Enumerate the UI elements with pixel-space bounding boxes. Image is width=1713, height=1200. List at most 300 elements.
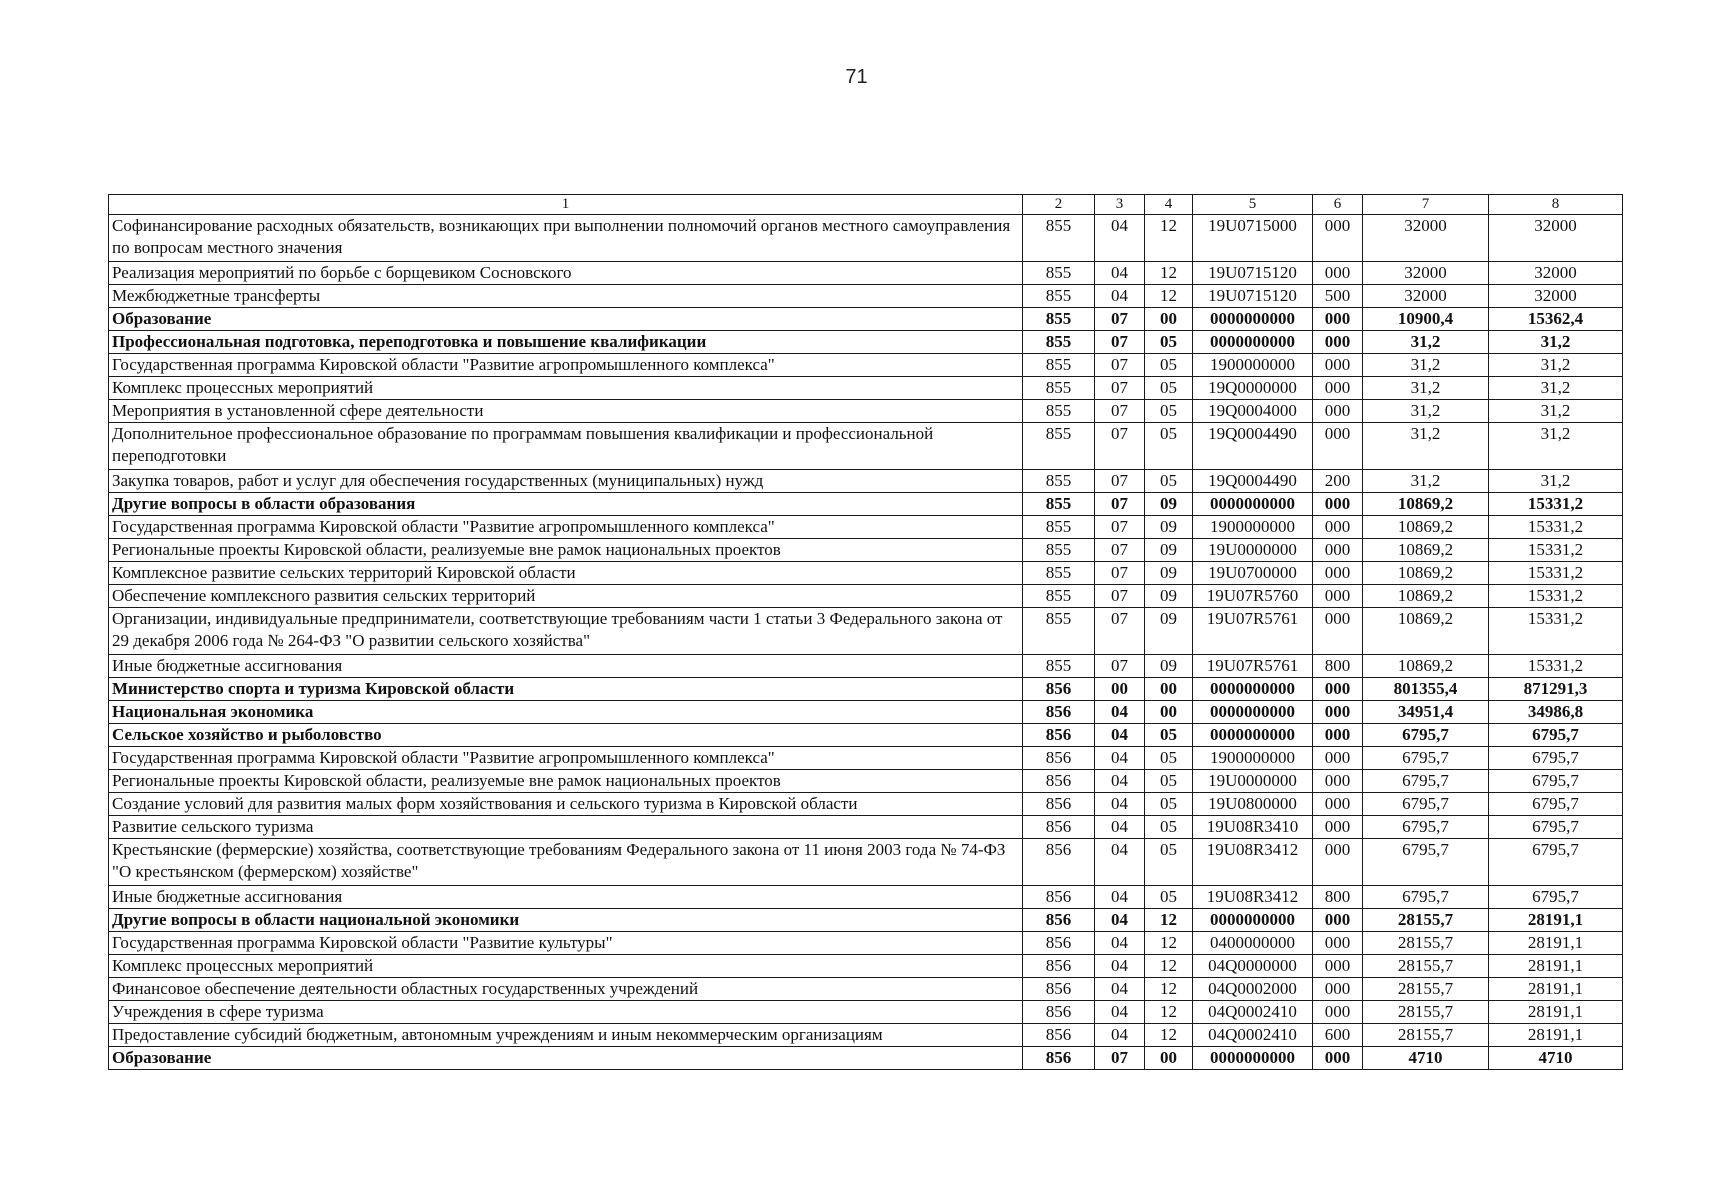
- row-target-article-cell: 19Q0000000: [1193, 377, 1313, 400]
- row-amount-8-cell: 15331,2: [1489, 655, 1623, 678]
- row-target-article-cell: 19U0000000: [1193, 770, 1313, 793]
- row-name-cell: Государственная программа Кировской области "Развитие агропромышленного комплекса": [109, 747, 1023, 770]
- row-name-cell: Образование: [109, 308, 1023, 331]
- table-row: [109, 955, 1623, 978]
- row-subsection-cell: 12: [1145, 1001, 1193, 1024]
- row-section-cell: 07: [1095, 516, 1145, 539]
- row-expense-type-cell: 000: [1313, 1047, 1363, 1070]
- row-target-article-cell: 19U0715000: [1193, 215, 1313, 262]
- row-name-cell: Мероприятия в установленной сфере деятельности: [109, 400, 1023, 423]
- row-amount-8-cell: 15331,2: [1489, 493, 1623, 516]
- row-code-2-cell: 856: [1023, 701, 1095, 724]
- row-amount-8-cell: 28191,1: [1489, 932, 1623, 955]
- row-name-cell: Государственная программа Кировской области "Развитие агропромышленного комплекса": [109, 516, 1023, 539]
- row-target-article-cell: 1900000000: [1193, 354, 1313, 377]
- row-amount-8-cell: 871291,3: [1489, 678, 1623, 701]
- row-section-cell: 04: [1095, 955, 1145, 978]
- row-code-2-cell: 856: [1023, 839, 1095, 886]
- row-subsection-cell: 12: [1145, 285, 1193, 308]
- row-amount-7-cell: 31,2: [1363, 470, 1489, 493]
- row-name-cell: Софинансирование расходных обязательств, возникающих при выполнении полномочий органов местного самоуправления по вопросам местного значения: [109, 215, 1023, 262]
- row-expense-type-cell: 000: [1313, 493, 1363, 516]
- row-name-cell: Дополнительное профессиональное образование по программам повышения квалификации и профессиональной переподготовки: [109, 423, 1023, 470]
- row-section-cell: 07: [1095, 331, 1145, 354]
- row-code-2-cell: 855: [1023, 331, 1095, 354]
- row-section-cell: 04: [1095, 839, 1145, 886]
- page-number: 71: [845, 66, 868, 88]
- row-section-cell: 04: [1095, 816, 1145, 839]
- row-amount-7-cell: 6795,7: [1363, 886, 1489, 909]
- row-expense-type-cell: 000: [1313, 400, 1363, 423]
- row-subsection-cell: 09: [1145, 493, 1193, 516]
- row-name-cell: Закупка товаров, работ и услуг для обеспечения государственных (муниципальных) нужд: [109, 470, 1023, 493]
- table-row: [109, 701, 1623, 724]
- row-target-article-cell: 0000000000: [1193, 724, 1313, 747]
- row-code-2-cell: 855: [1023, 493, 1095, 516]
- table-row: [109, 655, 1623, 678]
- row-amount-7-cell: 10869,2: [1363, 493, 1489, 516]
- row-subsection-cell: 00: [1145, 701, 1193, 724]
- row-section-cell: 04: [1095, 886, 1145, 909]
- row-amount-7-cell: 28155,7: [1363, 932, 1489, 955]
- table-row: [109, 839, 1623, 886]
- row-section-cell: 04: [1095, 215, 1145, 262]
- row-subsection-cell: 00: [1145, 1047, 1193, 1070]
- table-row: [109, 215, 1623, 262]
- row-target-article-cell: 19U0715120: [1193, 285, 1313, 308]
- table-row: [109, 608, 1623, 655]
- row-code-2-cell: 856: [1023, 886, 1095, 909]
- row-subsection-cell: 12: [1145, 215, 1193, 262]
- row-code-2-cell: 855: [1023, 377, 1095, 400]
- row-expense-type-cell: 800: [1313, 655, 1363, 678]
- row-code-2-cell: 855: [1023, 608, 1095, 655]
- header-row: [109, 195, 1623, 215]
- table-row: [109, 909, 1623, 932]
- row-name-cell: Развитие сельского туризма: [109, 816, 1023, 839]
- row-subsection-cell: 09: [1145, 585, 1193, 608]
- row-amount-7-cell: 6795,7: [1363, 839, 1489, 886]
- row-subsection-cell: 05: [1145, 400, 1193, 423]
- row-name-cell: Министерство спорта и туризма Кировской области: [109, 678, 1023, 701]
- row-amount-7-cell: 31,2: [1363, 423, 1489, 470]
- row-code-2-cell: 855: [1023, 400, 1095, 423]
- table-row: [109, 747, 1623, 770]
- row-subsection-cell: 12: [1145, 1024, 1193, 1047]
- row-amount-7-cell: 10900,4: [1363, 308, 1489, 331]
- row-code-2-cell: 856: [1023, 747, 1095, 770]
- row-code-2-cell: 856: [1023, 1024, 1095, 1047]
- row-code-2-cell: 856: [1023, 793, 1095, 816]
- row-code-2-cell: 855: [1023, 655, 1095, 678]
- row-name-cell: Финансовое обеспечение деятельности областных государственных учреждений: [109, 978, 1023, 1001]
- row-code-2-cell: 856: [1023, 724, 1095, 747]
- row-subsection-cell: 05: [1145, 331, 1193, 354]
- row-section-cell: 00: [1095, 678, 1145, 701]
- row-name-cell: Учреждения в сфере туризма: [109, 1001, 1023, 1024]
- row-expense-type-cell: 000: [1313, 816, 1363, 839]
- row-amount-7-cell: 28155,7: [1363, 978, 1489, 1001]
- row-expense-type-cell: 000: [1313, 793, 1363, 816]
- row-name-cell: Комплекс процессных мероприятий: [109, 955, 1023, 978]
- row-subsection-cell: 09: [1145, 655, 1193, 678]
- row-name-cell: Региональные проекты Кировской области, реализуемые вне рамок национальных проектов: [109, 770, 1023, 793]
- row-name-cell: Другие вопросы в области образования: [109, 493, 1023, 516]
- row-name-cell: Сельское хозяйство и рыболовство: [109, 724, 1023, 747]
- row-target-article-cell: 0000000000: [1193, 678, 1313, 701]
- row-target-article-cell: 19Q0004000: [1193, 400, 1313, 423]
- row-expense-type-cell: 000: [1313, 516, 1363, 539]
- table-row: [109, 377, 1623, 400]
- row-subsection-cell: 09: [1145, 608, 1193, 655]
- row-target-article-cell: 19U0715120: [1193, 262, 1313, 285]
- row-amount-8-cell: 28191,1: [1489, 955, 1623, 978]
- table-row: [109, 978, 1623, 1001]
- row-section-cell: 04: [1095, 747, 1145, 770]
- row-section-cell: 04: [1095, 262, 1145, 285]
- row-section-cell: 07: [1095, 608, 1145, 655]
- row-expense-type-cell: 000: [1313, 678, 1363, 701]
- row-expense-type-cell: 000: [1313, 331, 1363, 354]
- row-target-article-cell: 19U08R3412: [1193, 839, 1313, 886]
- row-amount-8-cell: 6795,7: [1489, 770, 1623, 793]
- row-amount-8-cell: 32000: [1489, 215, 1623, 262]
- row-amount-8-cell: 28191,1: [1489, 978, 1623, 1001]
- row-amount-7-cell: 6795,7: [1363, 793, 1489, 816]
- row-subsection-cell: 05: [1145, 747, 1193, 770]
- row-amount-7-cell: 6795,7: [1363, 724, 1489, 747]
- row-code-2-cell: 856: [1023, 932, 1095, 955]
- row-name-cell: Комплекс процессных мероприятий: [109, 377, 1023, 400]
- table-row: [109, 1024, 1623, 1047]
- header-cell-1: 1: [109, 195, 1023, 215]
- row-amount-8-cell: 6795,7: [1489, 839, 1623, 886]
- row-amount-8-cell: 15362,4: [1489, 308, 1623, 331]
- row-target-article-cell: 0000000000: [1193, 331, 1313, 354]
- row-target-article-cell: 1900000000: [1193, 516, 1313, 539]
- row-name-cell: Другие вопросы в области национальной экономики: [109, 909, 1023, 932]
- row-expense-type-cell: 000: [1313, 932, 1363, 955]
- row-amount-8-cell: 31,2: [1489, 470, 1623, 493]
- row-amount-8-cell: 28191,1: [1489, 1024, 1623, 1047]
- row-name-cell: Профессиональная подготовка, переподготовка и повышение квалификации: [109, 331, 1023, 354]
- row-subsection-cell: 05: [1145, 816, 1193, 839]
- row-target-article-cell: 0000000000: [1193, 308, 1313, 331]
- row-amount-7-cell: 32000: [1363, 262, 1489, 285]
- row-section-cell: 04: [1095, 285, 1145, 308]
- row-amount-8-cell: 31,2: [1489, 377, 1623, 400]
- row-code-2-cell: 855: [1023, 308, 1095, 331]
- row-expense-type-cell: 000: [1313, 724, 1363, 747]
- row-target-article-cell: 0000000000: [1193, 909, 1313, 932]
- table-row: [109, 770, 1623, 793]
- row-amount-8-cell: 28191,1: [1489, 909, 1623, 932]
- table-row: [109, 793, 1623, 816]
- row-code-2-cell: 855: [1023, 354, 1095, 377]
- row-target-article-cell: 19U08R3410: [1193, 816, 1313, 839]
- row-expense-type-cell: 000: [1313, 955, 1363, 978]
- row-expense-type-cell: 000: [1313, 539, 1363, 562]
- row-amount-8-cell: 6795,7: [1489, 886, 1623, 909]
- row-name-cell: Обеспечение комплексного развития сельских территорий: [109, 585, 1023, 608]
- row-amount-7-cell: 6795,7: [1363, 747, 1489, 770]
- row-target-article-cell: 19Q0004490: [1193, 423, 1313, 470]
- table-row: [109, 724, 1623, 747]
- row-amount-7-cell: 10869,2: [1363, 655, 1489, 678]
- row-section-cell: 04: [1095, 1001, 1145, 1024]
- row-code-2-cell: 855: [1023, 285, 1095, 308]
- row-section-cell: 07: [1095, 423, 1145, 470]
- row-code-2-cell: 856: [1023, 678, 1095, 701]
- table-row: [109, 400, 1623, 423]
- row-amount-8-cell: 6795,7: [1489, 816, 1623, 839]
- row-subsection-cell: 05: [1145, 724, 1193, 747]
- table-row: [109, 1047, 1623, 1070]
- row-amount-7-cell: 31,2: [1363, 377, 1489, 400]
- row-code-2-cell: 855: [1023, 215, 1095, 262]
- row-code-2-cell: 855: [1023, 470, 1095, 493]
- row-subsection-cell: 12: [1145, 955, 1193, 978]
- row-subsection-cell: 12: [1145, 262, 1193, 285]
- row-amount-7-cell: 10869,2: [1363, 585, 1489, 608]
- row-target-article-cell: 04Q0002000: [1193, 978, 1313, 1001]
- row-expense-type-cell: 000: [1313, 978, 1363, 1001]
- row-amount-8-cell: 6795,7: [1489, 747, 1623, 770]
- row-target-article-cell: 19U08R3412: [1193, 886, 1313, 909]
- row-subsection-cell: 05: [1145, 377, 1193, 400]
- row-amount-7-cell: 801355,4: [1363, 678, 1489, 701]
- row-amount-8-cell: 15331,2: [1489, 585, 1623, 608]
- row-amount-8-cell: 15331,2: [1489, 608, 1623, 655]
- row-amount-7-cell: 32000: [1363, 215, 1489, 262]
- row-subsection-cell: 12: [1145, 932, 1193, 955]
- row-target-article-cell: 19Q0004490: [1193, 470, 1313, 493]
- row-expense-type-cell: 200: [1313, 470, 1363, 493]
- row-name-cell: Национальная экономика: [109, 701, 1023, 724]
- row-target-article-cell: 1900000000: [1193, 747, 1313, 770]
- row-amount-8-cell: 28191,1: [1489, 1001, 1623, 1024]
- row-target-article-cell: 19U07R5760: [1193, 585, 1313, 608]
- row-target-article-cell: 0400000000: [1193, 932, 1313, 955]
- row-expense-type-cell: 000: [1313, 423, 1363, 470]
- row-expense-type-cell: 000: [1313, 215, 1363, 262]
- row-name-cell: Предоставление субсидий бюджетным, автономным учреждениям и иным некоммерческим организациям: [109, 1024, 1023, 1047]
- row-amount-8-cell: 6795,7: [1489, 793, 1623, 816]
- row-subsection-cell: 00: [1145, 308, 1193, 331]
- row-amount-7-cell: 28155,7: [1363, 909, 1489, 932]
- row-target-article-cell: 0000000000: [1193, 701, 1313, 724]
- table-row: [109, 262, 1623, 285]
- row-expense-type-cell: 000: [1313, 1001, 1363, 1024]
- row-section-cell: 07: [1095, 585, 1145, 608]
- row-amount-7-cell: 32000: [1363, 285, 1489, 308]
- row-code-2-cell: 856: [1023, 978, 1095, 1001]
- row-amount-8-cell: 4710: [1489, 1047, 1623, 1070]
- table-row: [109, 886, 1623, 909]
- row-section-cell: 07: [1095, 470, 1145, 493]
- row-expense-type-cell: 000: [1313, 839, 1363, 886]
- row-expense-type-cell: 000: [1313, 308, 1363, 331]
- row-code-2-cell: 855: [1023, 562, 1095, 585]
- row-section-cell: 04: [1095, 793, 1145, 816]
- row-amount-8-cell: 31,2: [1489, 400, 1623, 423]
- table-row: [109, 816, 1623, 839]
- row-name-cell: Государственная программа Кировской области "Развитие культуры": [109, 932, 1023, 955]
- row-amount-7-cell: 28155,7: [1363, 1001, 1489, 1024]
- table-row: [109, 470, 1623, 493]
- row-section-cell: 04: [1095, 978, 1145, 1001]
- row-name-cell: Комплексное развитие сельских территорий Кировской области: [109, 562, 1023, 585]
- table-row: [109, 423, 1623, 470]
- row-subsection-cell: 12: [1145, 909, 1193, 932]
- row-subsection-cell: 09: [1145, 562, 1193, 585]
- row-expense-type-cell: 000: [1313, 747, 1363, 770]
- row-name-cell: Региональные проекты Кировской области, реализуемые вне рамок национальных проектов: [109, 539, 1023, 562]
- row-target-article-cell: 04Q0002410: [1193, 1024, 1313, 1047]
- row-section-cell: 04: [1095, 701, 1145, 724]
- row-expense-type-cell: 000: [1313, 354, 1363, 377]
- row-expense-type-cell: 000: [1313, 585, 1363, 608]
- row-section-cell: 07: [1095, 377, 1145, 400]
- row-expense-type-cell: 000: [1313, 562, 1363, 585]
- row-code-2-cell: 856: [1023, 955, 1095, 978]
- row-target-article-cell: 19U0700000: [1193, 562, 1313, 585]
- row-subsection-cell: 05: [1145, 770, 1193, 793]
- row-section-cell: 07: [1095, 493, 1145, 516]
- header-cell-4: 4: [1145, 195, 1193, 215]
- row-amount-7-cell: 10869,2: [1363, 539, 1489, 562]
- table-row: [109, 585, 1623, 608]
- row-target-article-cell: 19U07R5761: [1193, 655, 1313, 678]
- row-section-cell: 07: [1095, 1047, 1145, 1070]
- row-amount-8-cell: 15331,2: [1489, 539, 1623, 562]
- row-expense-type-cell: 000: [1313, 262, 1363, 285]
- table-row: [109, 285, 1623, 308]
- row-section-cell: 04: [1095, 909, 1145, 932]
- row-amount-7-cell: 6795,7: [1363, 770, 1489, 793]
- row-amount-8-cell: 31,2: [1489, 423, 1623, 470]
- row-subsection-cell: 05: [1145, 793, 1193, 816]
- row-section-cell: 04: [1095, 724, 1145, 747]
- row-target-article-cell: 04Q0002410: [1193, 1001, 1313, 1024]
- row-amount-8-cell: 15331,2: [1489, 562, 1623, 585]
- table-row: [109, 539, 1623, 562]
- row-amount-7-cell: 6795,7: [1363, 816, 1489, 839]
- row-name-cell: Организации, индивидуальные предприниматели, соответствующие требованиям части 1 статьи 3 Федерального закона от 29 декабря 2006 года № 264-ФЗ "О развитии сельского хозяйства": [109, 608, 1023, 655]
- row-section-cell: 07: [1095, 308, 1145, 331]
- row-amount-8-cell: 32000: [1489, 285, 1623, 308]
- row-code-2-cell: 855: [1023, 262, 1095, 285]
- row-name-cell: Образование: [109, 1047, 1023, 1070]
- table-row: [109, 678, 1623, 701]
- row-code-2-cell: 856: [1023, 1001, 1095, 1024]
- row-code-2-cell: 855: [1023, 423, 1095, 470]
- table-row: [109, 354, 1623, 377]
- row-code-2-cell: 856: [1023, 770, 1095, 793]
- row-section-cell: 04: [1095, 1024, 1145, 1047]
- row-amount-8-cell: 6795,7: [1489, 724, 1623, 747]
- row-section-cell: 07: [1095, 354, 1145, 377]
- table-row: [109, 932, 1623, 955]
- row-code-2-cell: 856: [1023, 909, 1095, 932]
- table-body: [109, 195, 1623, 1070]
- row-subsection-cell: 05: [1145, 886, 1193, 909]
- row-expense-type-cell: 600: [1313, 1024, 1363, 1047]
- row-target-article-cell: 19U0000000: [1193, 539, 1313, 562]
- row-amount-8-cell: 15331,2: [1489, 516, 1623, 539]
- row-section-cell: 07: [1095, 539, 1145, 562]
- row-expense-type-cell: 800: [1313, 886, 1363, 909]
- row-name-cell: Иные бюджетные ассигнования: [109, 886, 1023, 909]
- header-cell-3: 3: [1095, 195, 1145, 215]
- row-target-article-cell: 0000000000: [1193, 493, 1313, 516]
- table-row: [109, 493, 1623, 516]
- row-subsection-cell: 05: [1145, 470, 1193, 493]
- row-amount-7-cell: 4710: [1363, 1047, 1489, 1070]
- row-code-2-cell: 856: [1023, 1047, 1095, 1070]
- row-subsection-cell: 00: [1145, 678, 1193, 701]
- table-row: [109, 562, 1623, 585]
- header-cell-2: 2: [1023, 195, 1095, 215]
- row-target-article-cell: 19U07R5761: [1193, 608, 1313, 655]
- row-expense-type-cell: 000: [1313, 770, 1363, 793]
- row-expense-type-cell: 500: [1313, 285, 1363, 308]
- row-amount-8-cell: 31,2: [1489, 354, 1623, 377]
- row-name-cell: Государственная программа Кировской области "Развитие агропромышленного комплекса": [109, 354, 1023, 377]
- row-section-cell: 04: [1095, 770, 1145, 793]
- table-row: [109, 331, 1623, 354]
- row-name-cell: Межбюджетные трансферты: [109, 285, 1023, 308]
- table-row: [109, 1001, 1623, 1024]
- row-name-cell: Иные бюджетные ассигнования: [109, 655, 1023, 678]
- row-subsection-cell: 09: [1145, 516, 1193, 539]
- row-code-2-cell: 855: [1023, 516, 1095, 539]
- row-section-cell: 07: [1095, 655, 1145, 678]
- row-amount-7-cell: 31,2: [1363, 354, 1489, 377]
- row-amount-7-cell: 10869,2: [1363, 608, 1489, 655]
- row-expense-type-cell: 000: [1313, 701, 1363, 724]
- row-expense-type-cell: 000: [1313, 608, 1363, 655]
- row-amount-8-cell: 32000: [1489, 262, 1623, 285]
- row-expense-type-cell: 000: [1313, 909, 1363, 932]
- header-cell-5: 5: [1193, 195, 1313, 215]
- row-subsection-cell: 05: [1145, 423, 1193, 470]
- row-amount-7-cell: 10869,2: [1363, 562, 1489, 585]
- row-section-cell: 04: [1095, 932, 1145, 955]
- row-code-2-cell: 856: [1023, 816, 1095, 839]
- row-name-cell: Реализация мероприятий по борьбе с борщевиком Сосновского: [109, 262, 1023, 285]
- row-subsection-cell: 12: [1145, 978, 1193, 1001]
- row-section-cell: 07: [1095, 400, 1145, 423]
- row-section-cell: 07: [1095, 562, 1145, 585]
- row-target-article-cell: 0000000000: [1193, 1047, 1313, 1070]
- row-amount-7-cell: 28155,7: [1363, 1024, 1489, 1047]
- header-cell-6: 6: [1313, 195, 1363, 215]
- row-amount-8-cell: 34986,8: [1489, 701, 1623, 724]
- row-amount-8-cell: 31,2: [1489, 331, 1623, 354]
- row-subsection-cell: 05: [1145, 839, 1193, 886]
- row-name-cell: Крестьянские (фермерские) хозяйства, соответствующие требованиям Федерального закона от 11 июня 2003 года № 74-ФЗ "О крестьянском (фермерском) хозяйстве": [109, 839, 1023, 886]
- row-target-article-cell: 19U0800000: [1193, 793, 1313, 816]
- header-cell-7: 7: [1363, 195, 1489, 215]
- row-target-article-cell: 04Q0000000: [1193, 955, 1313, 978]
- row-amount-7-cell: 34951,4: [1363, 701, 1489, 724]
- row-amount-7-cell: 28155,7: [1363, 955, 1489, 978]
- row-subsection-cell: 09: [1145, 539, 1193, 562]
- table-row: [109, 308, 1623, 331]
- row-amount-7-cell: 31,2: [1363, 331, 1489, 354]
- budget-table: [108, 194, 1623, 1070]
